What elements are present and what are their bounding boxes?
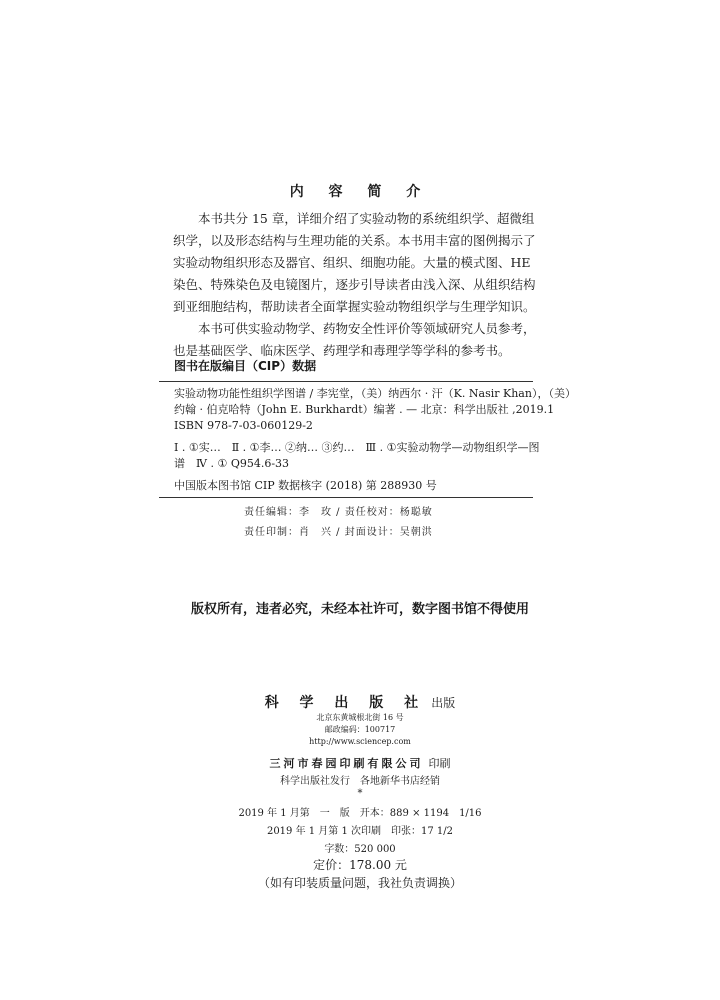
credit-production: 责任印制：肖 兴 / 封面设计：吴朝洪 — [244, 527, 433, 538]
word-count: 字数：520 000 — [324, 844, 396, 855]
summary-title: 内 容 简 介 — [289, 184, 431, 200]
copyright-notice: 版权所有，违者必究，未经本社许可，数字图书馆不得使用 — [190, 602, 529, 617]
summary-paragraph: 本书共分 15 章，详细介绍了实验动物的系统组织学、超微组织学，以及形态结构与生理功能的关系。本书用丰富的图例揭示了实验动物组织形态及器官、组织、细胞功能。大量的模式图、HE 染色、特殊染色及电镜图片，逐步引导读者由浅入深、从组织结构到亚细胞结构，帮助读者全面掌握实验动物组织学与生理学知识。 — [173, 211, 536, 314]
distribution: 科学出版社发行 各地新华书店经销 — [280, 776, 440, 787]
summary-paragraph: 本书可供实验动物学、药物安全性评价等领域研究人员参考，也是基础医学、临床医学、药理学和毒理学等学科的参考书。 — [173, 321, 536, 358]
cip-class-line-2: 谱 Ⅳ . ① Q954.6-33 — [174, 457, 290, 470]
price: 定价：178.00 元 — [313, 858, 407, 872]
quality-note: （如有印装质量问题，我社负责调换） — [257, 876, 462, 890]
edition-info: 2019 年 1 月第 一 版 开本：889 × 1194 1/16 — [238, 808, 482, 819]
credit-editors: 责任编辑：李 玫 / 责任校对：杨聪敏 — [244, 507, 433, 518]
cip-class-line: Ⅰ . ①实… Ⅱ . ①李… ②纳… ③约… Ⅲ . ①实验动物学—动物组织学—图 — [174, 441, 540, 454]
printer-line — [0, 752, 720, 771]
printing-info: 2019 年 1 月第 1 次印刷 印张：17 1/2 — [266, 826, 454, 837]
publisher-line — [0, 692, 720, 712]
publisher-suffix: 出版 — [431, 696, 456, 710]
cip-isbn: ISBN 978-7-03-060129-2 — [174, 419, 313, 432]
cip-verify: 中国版本图书馆 CIP 数据核字 (2018) 第 288930 号 — [174, 479, 437, 492]
publisher-address: 北京东黄城根北街 16 号 — [316, 713, 404, 722]
publisher-name: 科 学 出 版 社 — [264, 695, 427, 711]
summary-body — [173, 208, 545, 362]
cip-bottom-rule — [159, 497, 533, 498]
printer-name: 三河市春园印刷有限公司 — [269, 757, 424, 770]
publisher-postcode: 邮政编码：100717 — [324, 725, 396, 734]
cip-title-line: 实验动物功能性组织学图谱 / 李宪堂，（美）纳西尔 · 汗（K. Nasir Khan），（美） — [174, 387, 576, 400]
cip-heading: 图书在版编目（CIP）数据 — [174, 359, 317, 373]
printer-suffix: 印刷 — [428, 757, 451, 770]
separator-star: * — [357, 788, 363, 799]
cip-top-rule — [159, 381, 533, 382]
cip-author-line: 约翰 · 伯克哈特（John E. Burkhardt）编著 . — 北京：科学出版社 ,2019.1 — [174, 403, 555, 416]
publisher-url: http://www.sciencep.com — [309, 737, 411, 746]
